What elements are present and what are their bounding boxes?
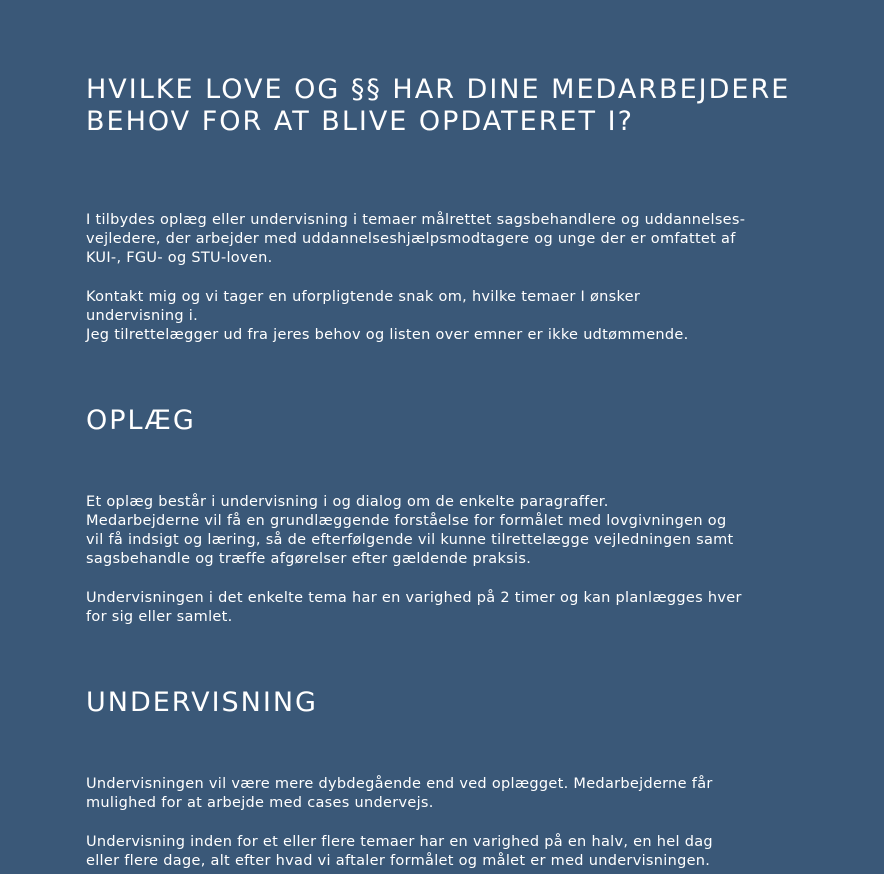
text-line: KUI-, FGU- og STU-loven.: [86, 250, 273, 266]
oplaeg-paragraph-1: [86, 493, 766, 569]
intro-paragraph-2: [86, 288, 766, 345]
document-body: [86, 74, 791, 871]
text-line: eller flere dage, alt efter hvad vi aftaler formålet og målet er med undervisningen.: [86, 853, 711, 869]
section-heading-undervisning: UNDERVISNING: [86, 687, 318, 718]
text-line: Undervisning inden for et eller flere temaer har en varighed på en halv, en hel dag: [86, 834, 713, 850]
oplaeg-paragraph-2: [86, 589, 766, 627]
text-line: mulighed for at arbejde med cases undervejs.: [86, 795, 434, 811]
page-title: [86, 74, 791, 138]
text-line: Medarbejderne vil få en grundlæggende forståelse for formålet med lovgivningen og: [86, 513, 727, 529]
text-line: Jeg tilrettelægger ud fra jeres behov og listen over emner er ikke udtømmende.: [86, 327, 689, 343]
text-line: I tilbydes oplæg eller undervisning i temaer målrettet sagsbehandlere og uddannelses-: [86, 212, 746, 228]
section-heading-oplaeg: OPLÆG: [86, 405, 196, 436]
page-title-line-1: HVILKE LOVE OG §§ HAR DINE MEDARBEJDERE: [86, 74, 791, 105]
text-line: sagsbehandle og træffe afgørelser efter gældende praksis.: [86, 551, 532, 567]
text-line: Kontakt mig og vi tager en uforpligtende snak om, hvilke temaer I ønsker: [86, 289, 641, 305]
undervisning-paragraph-1: [86, 775, 766, 813]
text-line: vil få indsigt og læring, så de efterfølgende vil kunne tilrettelægge vejledningen samt: [86, 532, 734, 548]
intro-paragraph-1: [86, 211, 766, 268]
undervisning-paragraph-2: [86, 833, 766, 871]
text-line: Undervisningen i det enkelte tema har en varighed på 2 timer og kan planlægges hver: [86, 590, 742, 606]
text-line: for sig eller samlet.: [86, 609, 233, 625]
text-line: undervisning i.: [86, 308, 198, 324]
text-line: vejledere, der arbejder med uddannelseshjælpsmodtagere og unge der er omfattet af: [86, 231, 736, 247]
page-title-line-2: BEHOV FOR AT BLIVE OPDATERET I?: [86, 106, 634, 137]
text-line: Undervisningen vil være mere dybdegående end ved oplægget. Medarbejderne får: [86, 776, 713, 792]
text-line: Et oplæg består i undervisning i og dialog om de enkelte paragraffer.: [86, 494, 609, 510]
